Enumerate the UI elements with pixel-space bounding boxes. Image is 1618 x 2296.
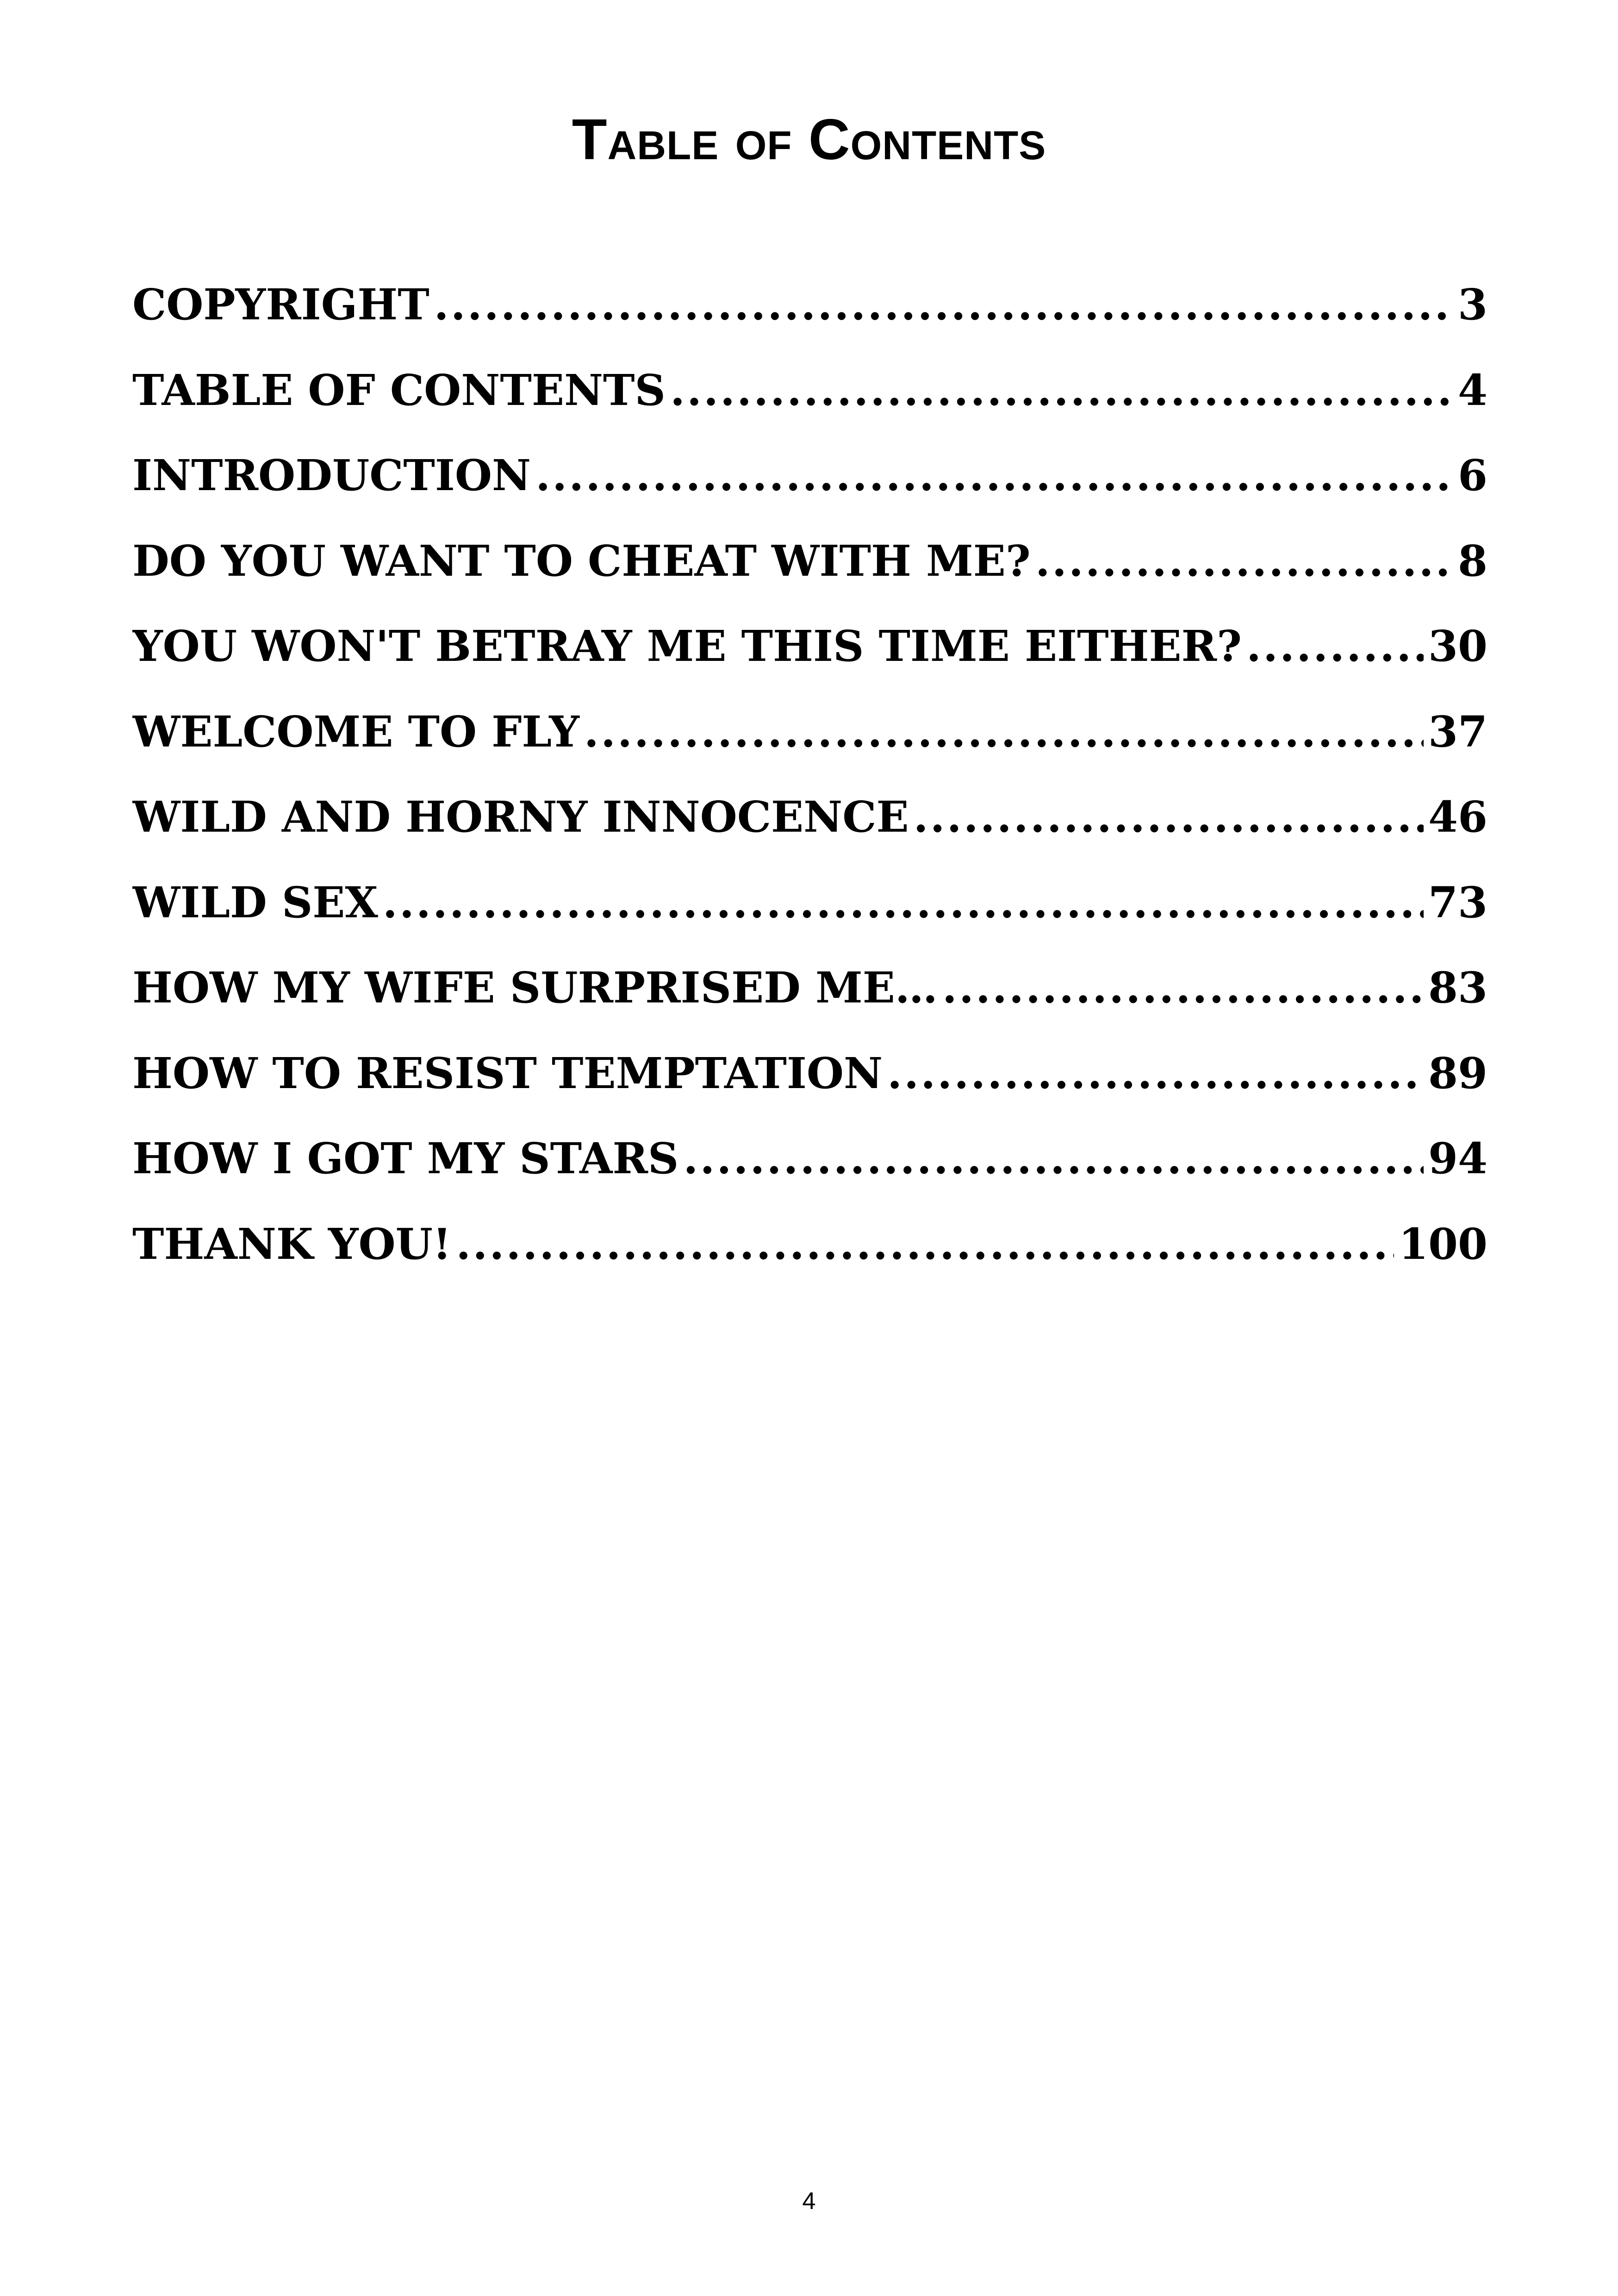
toc-entry-cheat-with-me[interactable]	[132, 540, 1487, 625]
dot-leader	[535, 454, 1453, 497]
toc-entry-thank-you[interactable]	[132, 1223, 1487, 1308]
toc-entry-wont-betray-me[interactable]	[132, 625, 1487, 710]
page-title: Table of Contents	[572, 108, 1046, 172]
toc-entry-title: DO YOU WANT TO CHEAT WITH ME?	[132, 539, 1031, 586]
dot-leader	[914, 796, 1424, 838]
table-of-contents	[132, 283, 1487, 1308]
toc-entry-title: HOW MY WIFE SURPRISED ME…	[132, 966, 938, 1013]
toc-entry-title: YOU WON'T BETRAY ME THIS TIME EITHER?	[132, 625, 1242, 671]
dot-leader	[670, 369, 1453, 411]
dot-leader	[1035, 540, 1453, 582]
toc-entry-introduction[interactable]	[132, 454, 1487, 540]
dot-leader	[1246, 625, 1424, 667]
dot-leader	[942, 966, 1424, 1009]
toc-entry-page: 100	[1398, 1222, 1487, 1269]
toc-entry-title: COPYRIGHT	[132, 283, 429, 330]
dot-leader	[887, 1052, 1424, 1095]
toc-entry-wild-sex[interactable]	[132, 881, 1487, 967]
toc-entry-title: HOW TO RESIST TEMPTATION	[132, 1052, 883, 1098]
toc-entry-table-of-contents[interactable]	[132, 369, 1487, 454]
toc-entry-page: 37	[1428, 710, 1487, 757]
toc-entry-page: 46	[1428, 796, 1487, 842]
toc-entry-welcome-to-fly[interactable]	[132, 710, 1487, 796]
toc-entry-title: WELCOME TO FLY	[132, 710, 579, 757]
toc-entry-title: INTRODUCTION	[132, 454, 531, 500]
dot-leader	[383, 881, 1424, 924]
toc-entry-copyright[interactable]	[132, 283, 1487, 369]
toc-entry-page: 83	[1428, 966, 1487, 1013]
toc-entry-page: 8	[1457, 539, 1487, 586]
toc-entry-title: TABLE OF CONTENTS	[132, 368, 666, 415]
page-number: 4	[802, 2188, 816, 2215]
toc-entry-page: 3	[1457, 283, 1487, 330]
toc-entry-title: THANK YOU!	[132, 1222, 452, 1269]
toc-entry-wild-and-horny-innocence[interactable]	[132, 796, 1487, 881]
toc-entry-got-my-stars[interactable]	[132, 1137, 1487, 1223]
toc-entry-page: 6	[1457, 454, 1487, 500]
toc-entry-wife-surprised-me[interactable]	[132, 966, 1487, 1052]
toc-entry-page: 94	[1428, 1137, 1487, 1183]
toc-entry-title: HOW I GOT MY STARS	[132, 1137, 679, 1183]
toc-entry-title: WILD SEX	[132, 881, 378, 927]
dot-leader	[683, 1137, 1424, 1180]
toc-entry-page: 73	[1428, 881, 1487, 927]
dot-leader	[584, 710, 1424, 753]
toc-entry-page: 89	[1428, 1052, 1487, 1098]
toc-entry-page: 30	[1428, 625, 1487, 671]
dot-leader	[456, 1223, 1394, 1265]
toc-entry-page: 4	[1457, 368, 1487, 415]
dot-leader	[434, 283, 1453, 326]
toc-entry-resist-temptation[interactable]	[132, 1052, 1487, 1138]
toc-entry-title: WILD AND HORNY INNOCENCE	[132, 796, 909, 842]
